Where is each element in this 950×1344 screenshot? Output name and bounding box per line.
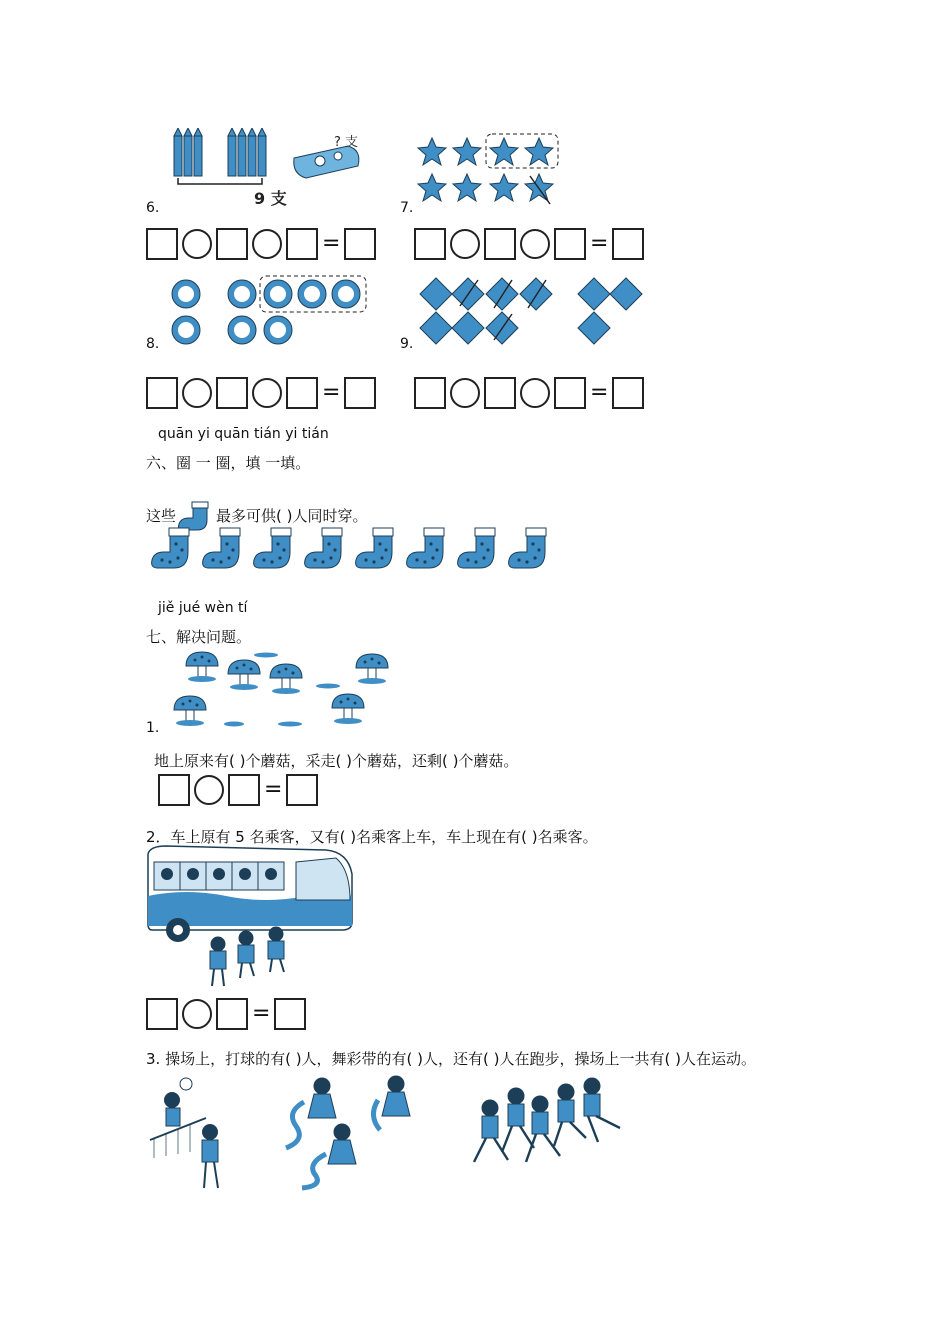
answer-box[interactable] bbox=[228, 774, 260, 806]
answer-box[interactable] bbox=[286, 377, 318, 409]
q7-number: 7. bbox=[400, 200, 414, 216]
q6-question-label: ? 支 bbox=[334, 135, 359, 150]
p1-text: 地上原来有( )个蘑菇，采走( )个蘑菇，还剩( )个蘑菇。 bbox=[154, 752, 519, 770]
operator-circle[interactable] bbox=[194, 775, 224, 805]
p2-text: 2．车上原有 5 名乘客，又有( )名乘客上车，车上现在有( )名乘客。 bbox=[146, 828, 598, 846]
playground-figure bbox=[146, 1072, 646, 1196]
p1-number: 1. bbox=[146, 720, 160, 736]
q6-number: 6. bbox=[146, 200, 160, 216]
operator-circle[interactable] bbox=[182, 999, 212, 1029]
q8-equation bbox=[146, 377, 376, 409]
q8-figure bbox=[166, 274, 376, 346]
operator-circle[interactable] bbox=[450, 378, 480, 408]
bus-illustration bbox=[146, 844, 356, 990]
p1-equation bbox=[158, 774, 318, 806]
section6-pinyin: quān yi quān tián yi tián bbox=[158, 426, 329, 442]
answer-box[interactable] bbox=[286, 774, 318, 806]
operator-circle[interactable] bbox=[520, 378, 550, 408]
answer-box[interactable] bbox=[414, 228, 446, 260]
answer-box[interactable] bbox=[612, 228, 644, 260]
answer-box[interactable] bbox=[344, 228, 376, 260]
equals-sign: = bbox=[590, 231, 609, 256]
answer-box[interactable] bbox=[274, 998, 306, 1030]
equals-sign: = bbox=[252, 1001, 271, 1026]
p3-text: 3. 操场上，打球的有( )人，舞彩带的有( )人，还有( )人在跑步，操场上一共有( )人在运动。 bbox=[146, 1050, 756, 1068]
answer-box[interactable] bbox=[554, 228, 586, 260]
equals-sign: = bbox=[322, 231, 341, 256]
q9-number: 9. bbox=[400, 336, 414, 352]
answer-box[interactable] bbox=[146, 377, 178, 409]
operator-circle[interactable] bbox=[252, 378, 282, 408]
mushrooms-figure bbox=[170, 650, 395, 732]
pencils-illustration bbox=[170, 128, 380, 210]
equals-sign: = bbox=[590, 380, 609, 405]
operator-circle[interactable] bbox=[182, 378, 212, 408]
answer-box[interactable] bbox=[484, 228, 516, 260]
q6-equation bbox=[146, 228, 376, 260]
answer-box[interactable] bbox=[158, 774, 190, 806]
stars-illustration bbox=[412, 128, 572, 210]
prompt-before: 这些 bbox=[146, 506, 177, 525]
answer-box[interactable] bbox=[414, 377, 446, 409]
answer-box[interactable] bbox=[216, 998, 248, 1030]
p2-equation bbox=[146, 998, 306, 1030]
q9-equation bbox=[414, 377, 644, 409]
q8-number: 8. bbox=[146, 336, 160, 352]
answer-box[interactable] bbox=[344, 377, 376, 409]
answer-box[interactable] bbox=[286, 228, 318, 260]
rings-illustration bbox=[166, 274, 376, 346]
answer-box[interactable] bbox=[612, 377, 644, 409]
diamonds-illustration bbox=[416, 274, 646, 346]
equals-sign: = bbox=[264, 777, 283, 802]
q7-figure bbox=[412, 128, 572, 210]
operator-circle[interactable] bbox=[520, 229, 550, 259]
answer-box[interactable] bbox=[216, 377, 248, 409]
socks-illustration bbox=[150, 522, 560, 572]
socks-row bbox=[150, 522, 560, 572]
answer-box[interactable] bbox=[484, 377, 516, 409]
playground-illustration bbox=[146, 1072, 646, 1196]
section6-title: 六、圈 一 圈，填 一填。 bbox=[146, 454, 311, 472]
operator-circle[interactable] bbox=[252, 229, 282, 259]
answer-box[interactable] bbox=[146, 228, 178, 260]
equals-sign: = bbox=[322, 380, 341, 405]
q7-equation bbox=[414, 228, 644, 260]
q9-figure bbox=[416, 274, 646, 346]
prompt-after: 最多可供( )人同时穿。 bbox=[216, 506, 368, 525]
answer-box[interactable] bbox=[216, 228, 248, 260]
operator-circle[interactable] bbox=[182, 229, 212, 259]
answer-box[interactable] bbox=[146, 998, 178, 1030]
operator-circle[interactable] bbox=[450, 229, 480, 259]
mushrooms-illustration bbox=[170, 650, 395, 732]
section7-title: 七、解决问题。 bbox=[146, 628, 252, 646]
section7-pinyin: jiě jué wèn tí bbox=[158, 600, 248, 616]
q6-figure bbox=[170, 128, 380, 210]
q6-total-label: 9 支 bbox=[254, 189, 287, 208]
bus-figure bbox=[146, 844, 356, 990]
answer-box[interactable] bbox=[554, 377, 586, 409]
